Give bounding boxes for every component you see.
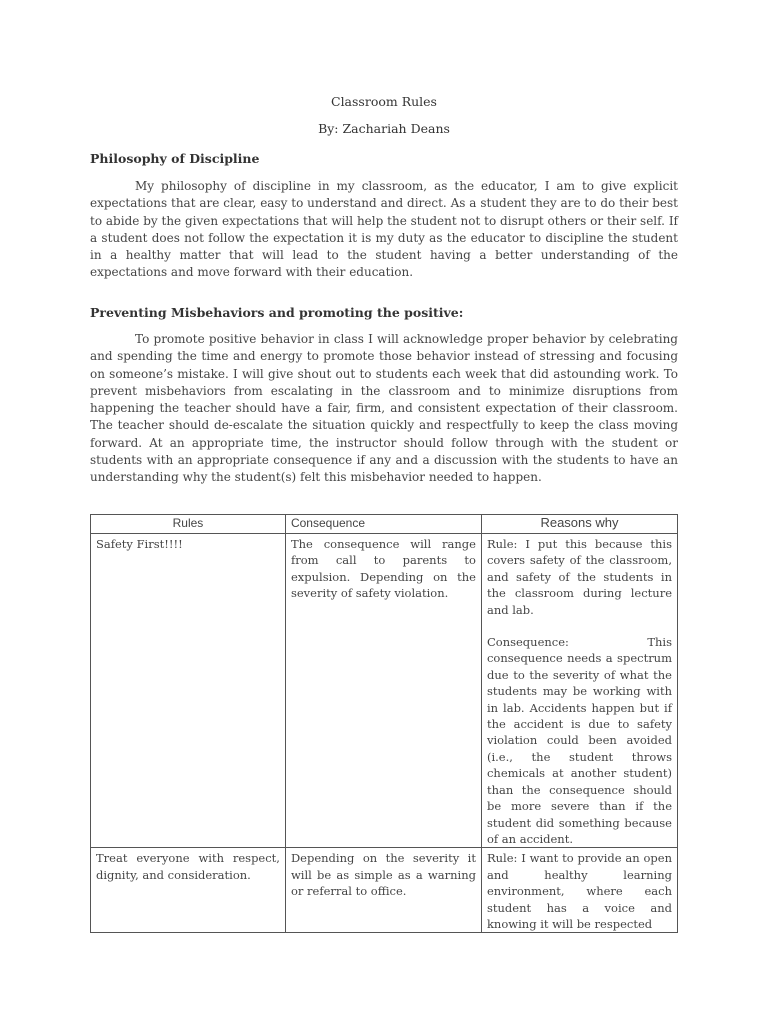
rules-table bbox=[90, 514, 678, 933]
header-consequence: Consequence bbox=[285, 515, 481, 534]
document-byline: By: Zachariah Deans bbox=[318, 121, 450, 136]
paragraph-philosophy bbox=[90, 178, 678, 282]
paragraph-preventing-text: To promote positive behavior in class I will acknowledge proper behavior by celebrating and spending the time and energy to promote those behavior instead of stressing and focusing on someone’s mistake. I will give shout out to students each week that did astounding work. To prevent misbehaviors from escalating in the classroom and to minimize disruptions from happening the teacher should have a fair, firm, and consistent expectation of their classroom. The teacher should de-escalate the situation quickly and respectfully to keep the class moving forward. At an appropriate time, the instructor should follow through with the student or students with an appropriate consequence if any and a discussion with the students to have an understanding why the student(s) felt this misbehavior needed to happen. bbox=[90, 332, 678, 485]
paragraph-preventing bbox=[90, 331, 678, 487]
reason-cell bbox=[481, 534, 677, 848]
header-reasons-why: Reasons why bbox=[481, 515, 677, 534]
table-row bbox=[91, 848, 678, 933]
header-rules: Rules bbox=[91, 515, 286, 534]
paragraph-philosophy-text: My philosophy of discipline in my classroom, as the educator, I am to give explicit expectations that are clear, easy to understand and direct. As a student they are to do their best to abide by the given expectations that will help the student not to disrupt others or their self. If a student does not follow the expectation it is my duty as the educator to discipline the student in a healthy matter that will lead to the student having a better understanding of the expectations and move forward with their education. bbox=[90, 179, 678, 280]
table-row bbox=[91, 534, 678, 848]
reason-rule-text: Rule: I put this because this covers safety of the classroom, and safety of the students in the classroom during lecture and lab. bbox=[486, 537, 672, 617]
rule-cell: Treat everyone with respect, dignity, and consideration. bbox=[91, 848, 286, 933]
consequence-cell: Depending on the severity it will be as simple as a warning or referral to office. bbox=[285, 848, 481, 933]
reason-consequence-text: Consequence: This consequence needs a spectrum due to the severity of what the students may be working with in lab. Accidents happen but if the accident is due to safety violation could been avoided (i.e., the student throws chemicals at another student) than the consequence should be more severe than if the student did something because of an accident. bbox=[486, 635, 672, 846]
consequence-cell: The consequence will range from call to parents to expulsion. Depending on the severity of safety violation. bbox=[285, 534, 481, 848]
table-header-row bbox=[91, 515, 678, 534]
rule-cell: Safety First!!!! bbox=[91, 534, 286, 848]
reason-cell: Rule: I want to provide an open and healthy learning environment, where each student has a voice and knowing it will be respected bbox=[481, 848, 677, 933]
section-heading-preventing: Preventing Misbehaviors and promoting the positive: bbox=[90, 305, 464, 320]
section-heading-philosophy: Philosophy of Discipline bbox=[90, 151, 260, 166]
document-title: Classroom Rules bbox=[331, 94, 437, 109]
